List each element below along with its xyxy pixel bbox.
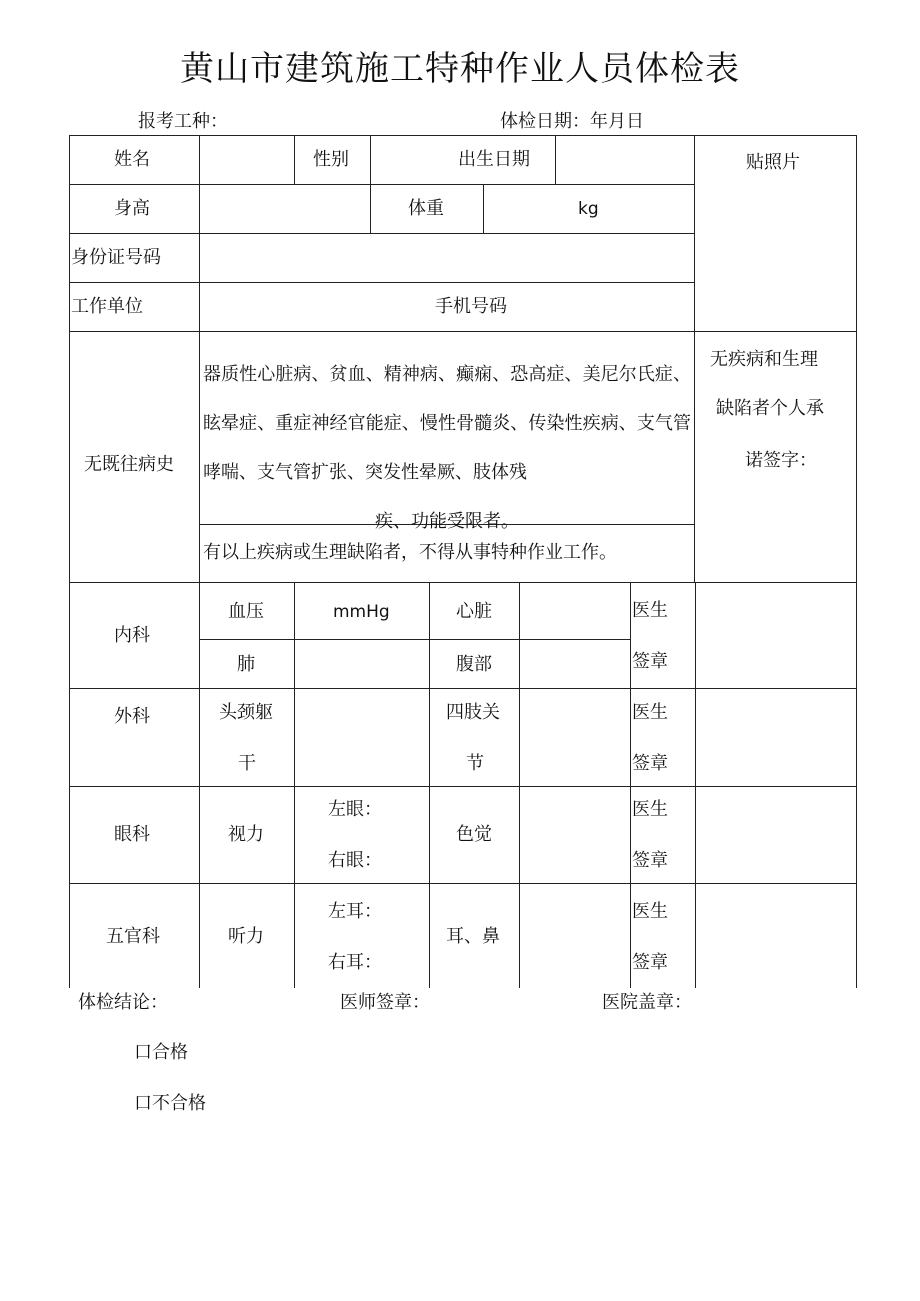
- right-ear-label: 右耳：: [328, 952, 382, 973]
- left-eye-label: 左眼：: [328, 799, 382, 820]
- ophthalmology-label: 眼科: [114, 824, 150, 845]
- name-label: 姓名: [114, 149, 150, 170]
- weight-label: 体重: [408, 198, 444, 219]
- surgery-label: 外科: [114, 706, 150, 727]
- birth-date-field[interactable]: [557, 137, 693, 183]
- photo-label: 贴照片: [746, 152, 800, 173]
- id-number-label: 身份证号码: [71, 247, 161, 268]
- pass-option[interactable]: 口合格: [134, 1042, 188, 1063]
- ent-doctor-label-1: 医生: [632, 901, 668, 922]
- exam-date-label: 体检日期：年月日: [500, 111, 644, 132]
- pledge-line-2: 缺陷者个人承: [716, 398, 824, 419]
- disease-list-last: 疾、功能受限者。: [375, 511, 519, 532]
- right-eye-label: 右眼：: [328, 850, 382, 871]
- hearing-label: 听力: [228, 926, 264, 947]
- limbs-label-2: 节: [466, 753, 484, 774]
- abdomen-label: 腹部: [456, 654, 492, 675]
- gender-label: 性别: [313, 149, 349, 170]
- id-number-field[interactable]: [201, 235, 693, 281]
- fail-option[interactable]: 口不合格: [134, 1093, 206, 1114]
- pledge-line-1: 无疾病和生理: [710, 349, 818, 370]
- disease-list-main: 器质性心脏病、贫血、精神病、癫痫、恐高症、美尼尔氏症、眩晕症、重症神经官能症、慢性骨髓炎、传染性疾病、支气管哮喘、支气管扩张、突发性晕厥、肢体残: [203, 364, 691, 483]
- birth-date-label: 出生日期: [458, 149, 530, 170]
- medical-history-label: 无既往病史: [84, 454, 174, 475]
- job-type-label: 报考工种：: [138, 111, 228, 132]
- ent-doctor-label-2: 签章: [632, 952, 668, 973]
- blood-pressure-unit: mmHg: [333, 602, 390, 622]
- limbs-label-1: 四肢关: [446, 702, 500, 723]
- surgery-doctor-label-2: 签章: [632, 753, 668, 774]
- phone-label: 手机号码: [435, 296, 507, 317]
- internal-doctor-label-1: 医生: [632, 600, 668, 621]
- height-label: 身高: [114, 198, 150, 219]
- vision-label: 视力: [228, 824, 264, 845]
- internal-doctor-label-2: 签章: [632, 651, 668, 672]
- internal-medicine-label: 内科: [114, 625, 150, 646]
- surgery-doctor-label-1: 医生: [632, 702, 668, 723]
- hospital-seal-label: 医院盖章：: [602, 992, 692, 1013]
- conclusion-label: 体检结论：: [78, 992, 168, 1013]
- ear-nose-label: 耳、鼻: [446, 926, 500, 947]
- disease-warning: 有以上疾病或生理缺陷者，不得从事特种作业工作。: [203, 542, 617, 563]
- gender-field[interactable]: [372, 137, 452, 183]
- color-vision-label: 色觉: [456, 824, 492, 845]
- heart-label: 心脏: [456, 601, 492, 622]
- head-neck-label-2: 干: [238, 753, 256, 774]
- work-unit-label: 工作单位: [71, 296, 143, 317]
- weight-unit: kg: [578, 199, 599, 219]
- disease-list: [203, 350, 691, 546]
- name-field[interactable]: [201, 137, 293, 183]
- head-neck-label-1: 头颈躯: [219, 702, 273, 723]
- height-field[interactable]: [201, 186, 369, 232]
- eye-doctor-label-2: 签章: [632, 850, 668, 871]
- physician-sign-label: 医师签章：: [340, 992, 430, 1013]
- lung-label: 肺: [237, 654, 255, 675]
- left-ear-label: 左耳：: [328, 901, 382, 922]
- page-title: 黄山市建筑施工特种作业人员体检表: [180, 49, 740, 89]
- eye-doctor-label-1: 医生: [632, 799, 668, 820]
- blood-pressure-label: 血压: [228, 601, 264, 622]
- pledge-line-3: 诺签字：: [745, 450, 817, 471]
- ent-label: 五官科: [106, 926, 160, 947]
